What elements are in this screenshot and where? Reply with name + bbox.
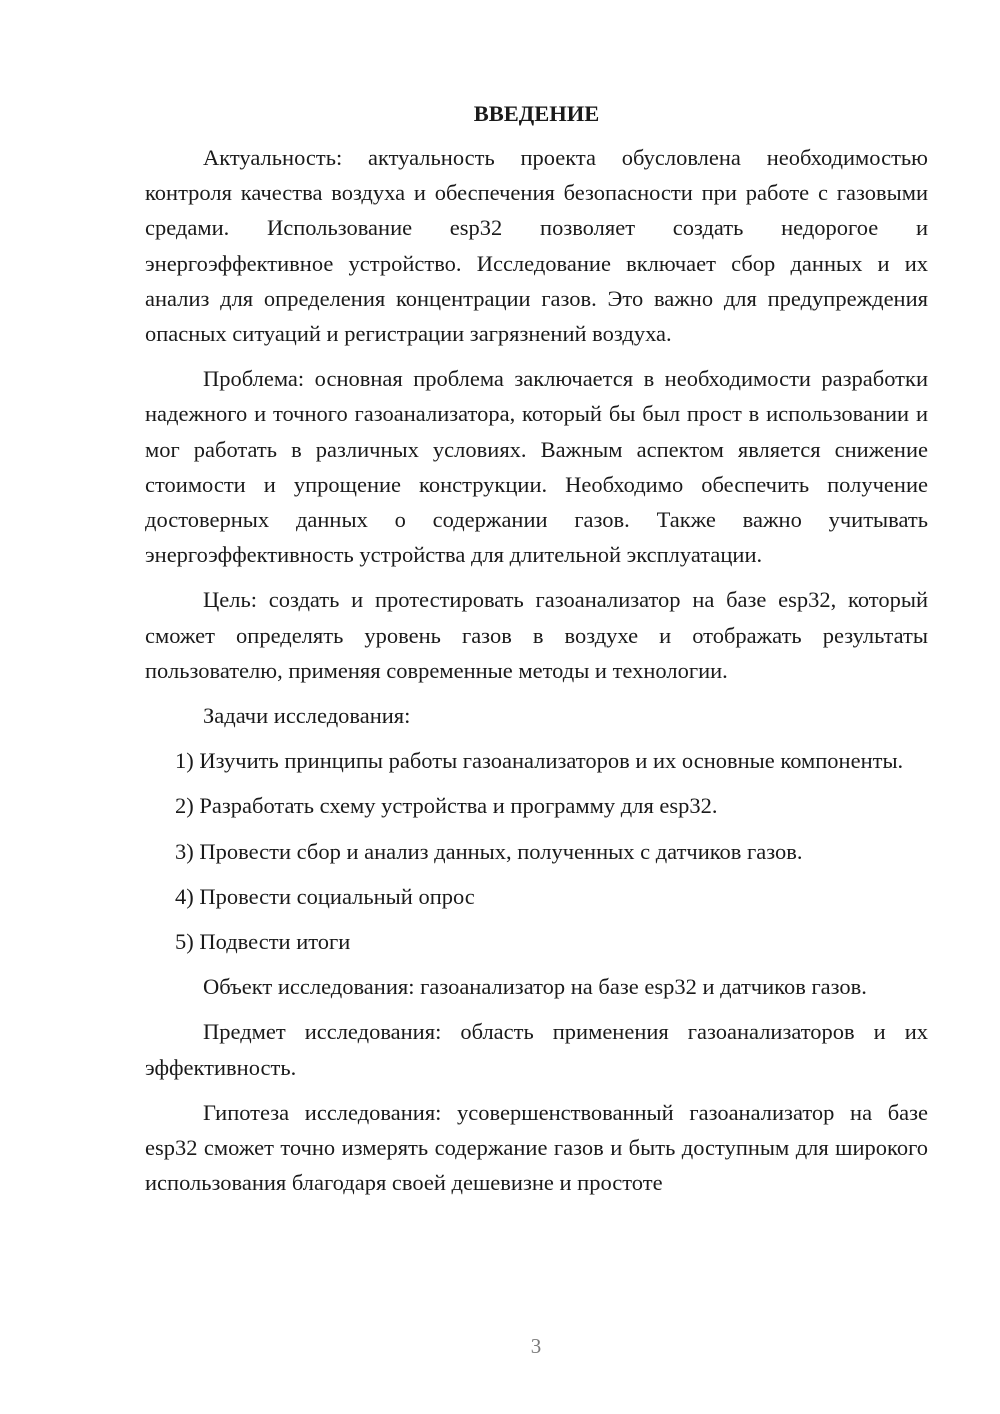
- paragraph-relevance: Актуальность: актуальность проекта обусловлена необходимостью контроля качества воздуха и обеспечения безопасности при работе с газовыми средами. Использование esp32 позволяет создать недорогое и энергоэффективное устройство. Исследование включает сбор данных и их анализ для определения концентрации газов. Это важно для предупреждения опасных ситуаций и регистрации загрязнений воздуха.: [145, 145, 928, 347]
- task-item-5: 5) Подвести итоги: [175, 929, 351, 955]
- page-body: [145, 96, 928, 1210]
- section-title: ВВЕДЕНИЕ: [473, 101, 600, 126]
- task-item-2: 2) Разработать схему устройства и программу для esp32.: [175, 793, 718, 819]
- task-item-4: 4) Провести социальный опрос: [175, 883, 475, 909]
- task-item-1: 1) Изучить принципы работы газоанализаторов и их основные компоненты.: [175, 748, 904, 774]
- task-item-3: 3) Провести сбор и анализ данных, полученных с датчиков газов.: [175, 838, 803, 864]
- paragraph-problem: Проблема: основная проблема заключается в необходимости разработки надежного и точного газоанализатора, который бы был прост в использовании и мог работать в различных условиях. Важным аспектом является снижение стоимости и упрощение конструкции. Необходимо обеспечить получение достоверных данных о содержании газов. Также важно учитывать энергоэффективность устройства для длительной эксплуатации.: [145, 366, 928, 568]
- page-number: 3: [530, 1334, 542, 1358]
- paragraph-object: Объект исследования: газоанализатор на базе esp32 и датчиков газов.: [203, 974, 867, 1000]
- paragraph-goal: Цель: создать и протестировать газоанализатор на базе esp32, который сможет определять уровень газов в воздухе и отображать результаты пользователю, применяя современные методы и технологии.: [145, 587, 928, 683]
- paragraph-hypothesis: Гипотеза исследования: усовершенствованный газоанализатор на базе esp32 сможет точно измерять содержание газов и быть доступным для широкого использования благодаря своей дешевизне и простоте: [145, 1099, 928, 1196]
- paragraph-tasks-heading: Задачи исследования:: [203, 703, 411, 729]
- paragraph-subject: Предмет исследования: область применения газоанализаторов и их эффективность.: [145, 1019, 928, 1080]
